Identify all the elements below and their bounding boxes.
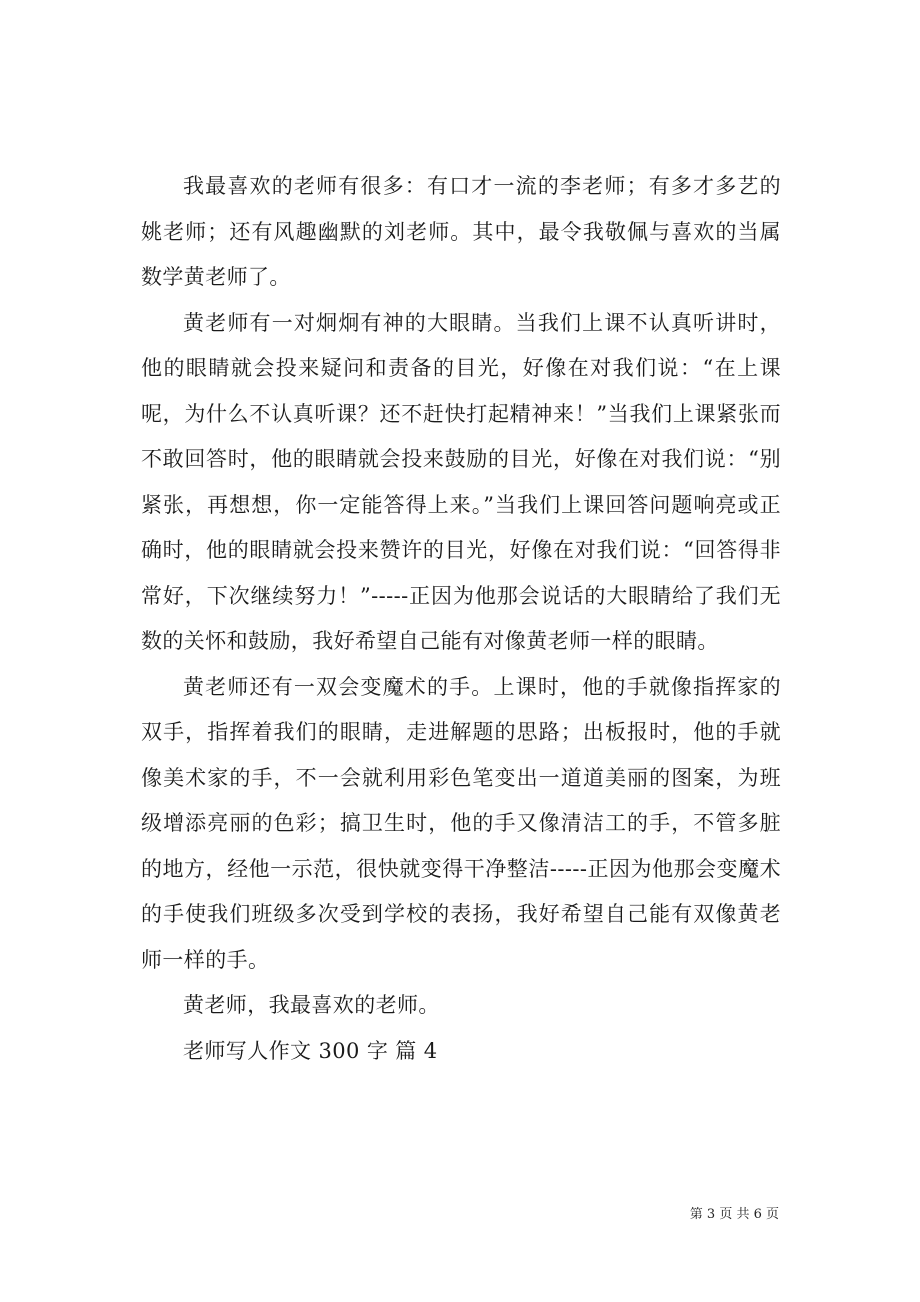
paragraph-eyes: 黄老师有一对炯炯有神的大眼睛。当我们上课不认真听讲时，他的眼睛就会投来疑问和责备的目光，好像在对我们说：“在上课呢，为什么不认真听课？还不赶快打起精神来！”当我们上课紧张而不敢回答时，他的眼睛就会投来鼓励的目光，好像在对我们说：“别紧张，再想想，你一定能答得上来。”当我们上课回答问题响亮或正确时，他的眼睛就会投来赞许的目光，好像在对我们说：“回答得非常好，下次继续努力！”-----正因为他那会说话的大眼睛给了我们无数的关怀和鼓励，我好希望自己能有对像黄老师一样的眼睛。	[141, 310, 781, 653]
page-number-footer: 第 3 页 共 6 页	[689, 1207, 779, 1222]
document-body	[141, 164, 781, 1074]
paragraph-intro: 我最喜欢的老师有很多：有口才一流的李老师；有多才多艺的姚老师；还有风趣幽默的刘老师。其中，最令我敬佩与喜欢的当属数学黄老师了。	[141, 174, 781, 289]
section-heading: 老师写人作文 300 字 篇 4	[183, 1038, 438, 1063]
paragraph-conclusion: 黄老师，我最喜欢的老师。	[183, 993, 440, 1017]
paragraph-hands: 黄老师还有一双会变魔术的手。上课时，他的手就像指挥家的双手，指挥着我们的眼睛，走进解题的思路；出板报时，他的手就像美术家的手，不一会就利用彩色笔变出一道道美丽的图案，为班级增添亮丽的色彩；搞卫生时，他的手又像清洁工的手，不管多脏的地方，经他一示范，很快就变得干净整洁-----正因为他那会变魔术的手使我们班级多次受到学校的表扬，我好希望自己能有双像黄老师一样的手。	[141, 674, 781, 972]
